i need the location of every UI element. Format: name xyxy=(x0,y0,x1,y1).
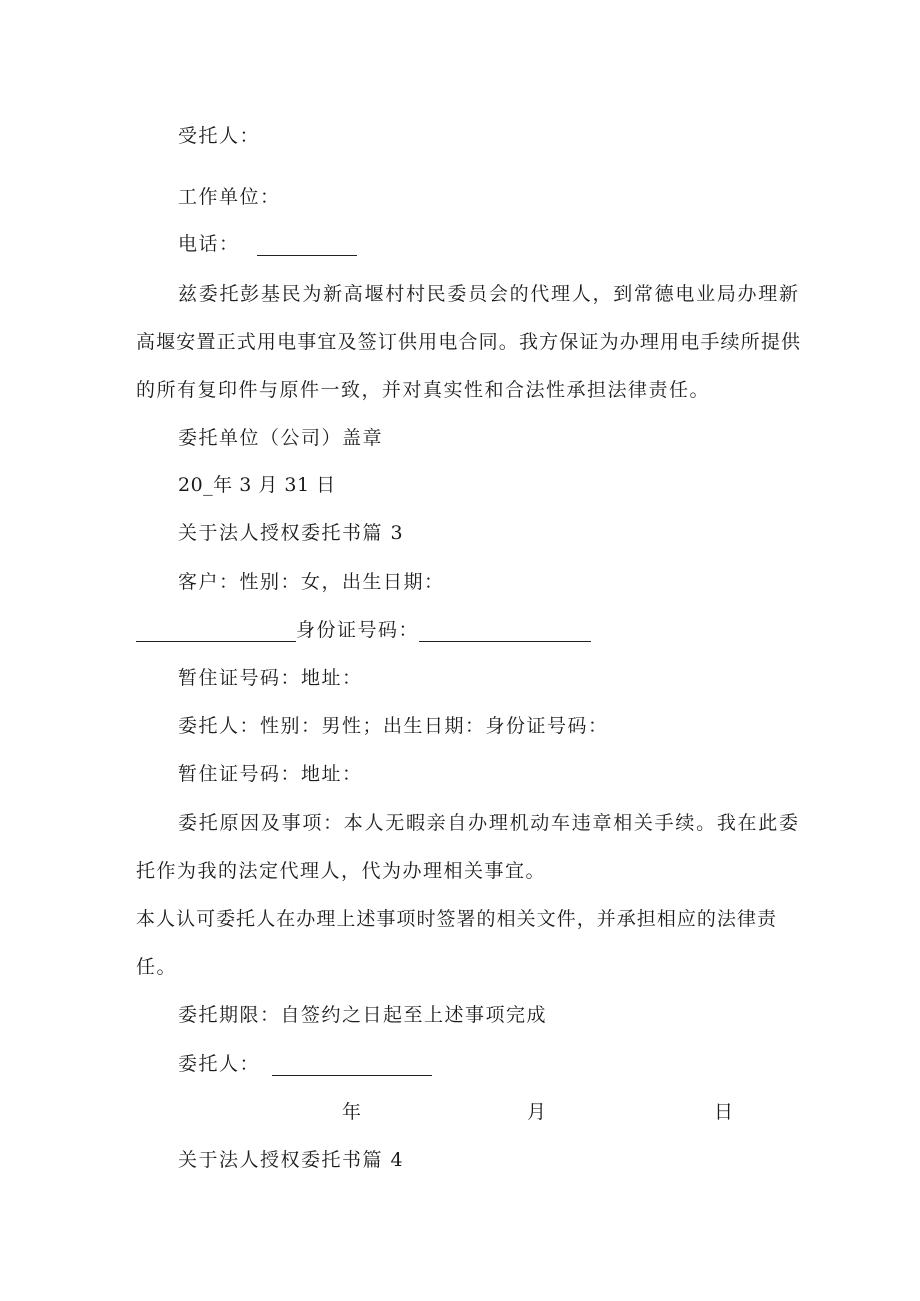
client-line: 客户：性别：女，出生日期： xyxy=(178,571,445,593)
section3-title: 关于法人授权委托书篇 3 xyxy=(178,522,405,544)
term-line: 委托期限：自签约之日起至上述事项完成 xyxy=(178,1004,548,1026)
year-label: 年 xyxy=(342,1101,363,1123)
work-unit-label: 工作单位： xyxy=(178,186,281,208)
ack-line2: 任。 xyxy=(136,956,178,978)
temp-residence-1: 暂住证号码：地址： xyxy=(178,667,363,689)
id-blank xyxy=(419,621,591,642)
para1-line3: 的所有复印件与原件一致，并对真实性和合法性承担法律责任。 xyxy=(136,379,711,401)
month-label: 月 xyxy=(527,1101,548,1123)
ack-line1: 本人认可委托人在办理上述事项时签署的相关文件，并承担相应的法律责 xyxy=(136,908,776,930)
reason-line1: 委托原因及事项：本人无暇亲自办理机动车违章相关手续。我在此委 xyxy=(178,812,798,834)
day-label: 日 xyxy=(714,1101,735,1123)
para1-line1: 兹委托彭基民为新高堰村村民委员会的代理人，到常德电业局办理新 xyxy=(178,283,798,305)
temp-residence-2: 暂住证号码：地址： xyxy=(178,763,363,785)
reason-line2: 托作为我的法定代理人，代为办理相关事宜。 xyxy=(136,860,547,882)
phone-label: 电话： xyxy=(178,233,240,255)
id-label: 身份证号码： xyxy=(296,619,420,641)
trustee-label: 受托人： xyxy=(178,125,261,147)
date-line: 20_年 3 月 31 日 xyxy=(178,474,336,496)
phone-line xyxy=(178,232,357,256)
birth-id-line xyxy=(136,618,591,642)
seal-label: 委托单位（公司）盖章 xyxy=(178,427,384,449)
birth-date-blank xyxy=(136,621,296,642)
principal-sign-line xyxy=(178,1052,432,1076)
section4-title: 关于法人授权委托书篇 4 xyxy=(178,1149,405,1171)
principal-sign-label: 委托人： xyxy=(178,1053,261,1075)
principal-line: 委托人：性别：男性；出生日期：身份证号码： xyxy=(178,715,609,737)
para1-line2: 高堰安置正式用电事宜及签订供用电合同。我方保证为办理用电手续所提供 xyxy=(136,331,800,353)
phone-blank xyxy=(257,235,357,256)
principal-sign-blank xyxy=(272,1055,432,1076)
